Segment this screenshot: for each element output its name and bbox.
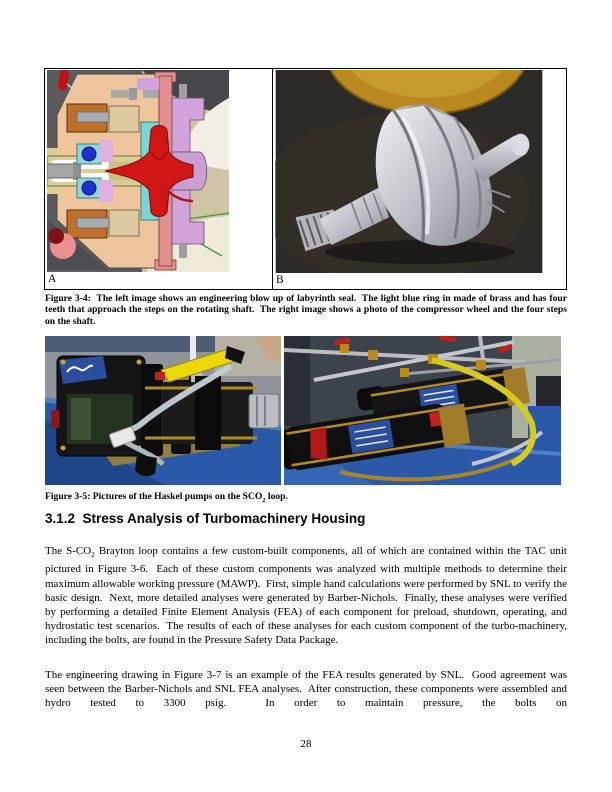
haskel-pump-closeup-photo bbox=[45, 336, 281, 485]
body-paragraph-2: The engineering drawing in Figure 3-7 is an example of the FEA results generated by SNL. Good agreement was seen between the Barber-Nichols and SNL FEA analyses. After construction, these components were assembled and hydro tested to 3300 psig. In order to maintain pressure, the bolts on bbox=[45, 669, 567, 710]
haskel-pumps-loop-photo bbox=[284, 336, 561, 485]
labyrinth-seal-cad-image bbox=[47, 70, 229, 272]
figure-3-5-caption-subscript: 2 bbox=[262, 496, 266, 504]
compressor-wheel-photo bbox=[275, 70, 543, 273]
figure-3-4-caption: Figure 3-4: The left image shows an engineering blow up of labyrinth seal. The light blue ring in made of brass and has four teeth that approach the steps on the rotating shaft. The right image shows a photo of the compressor wheel and the four steps on the shaft. bbox=[45, 293, 567, 327]
section-heading-3-1-2: 3.1.2 Stress Analysis of Turbomachinery Housing bbox=[45, 511, 366, 526]
figure-3-5-panel bbox=[45, 336, 561, 485]
figure-3-4-label-b: B bbox=[276, 274, 284, 286]
figure-3-4-cell-b bbox=[273, 69, 566, 289]
paragraph-1-subscript: 2 bbox=[91, 551, 95, 560]
figure-3-4-panel bbox=[44, 68, 567, 290]
paragraph-1-text-continued: Brayton loop contains a few custom-built components, all of which are contained within the TAC unit pictured in Figure 3-6. Each of these custom components was analyzed with multiple methods to determine their maximum allowable working pressure (MAWP). First, simple hand calculations were performed by SNL to verify the basic design. Next, more detailed analyses were generated by Barber-Nichols. Finally, these analyses were verified by performing a detailed Finite Element Analysis (FEA) of each component for preload, shutdown, operating, and hydrostatic test scenarios. The results of each of these analyses for each custom component of the turbo-machinery, including the bolts, are found in the Pressure Safety Data Package. bbox=[45, 545, 567, 647]
figure-3-4-cell-a bbox=[45, 69, 273, 289]
figure-3-4-label-a: A bbox=[48, 273, 57, 285]
body-paragraph-1 bbox=[45, 544, 567, 648]
paragraph-1-text: The S-CO bbox=[45, 545, 92, 557]
page-number: 28 bbox=[300, 738, 312, 750]
figure-3-5-caption bbox=[45, 491, 567, 506]
figure-3-5-caption-text: Figure 3-5: Pictures of the Haskel pumps on the SCO bbox=[45, 491, 263, 502]
figure-3-5-caption-suffix: loop. bbox=[265, 491, 288, 502]
